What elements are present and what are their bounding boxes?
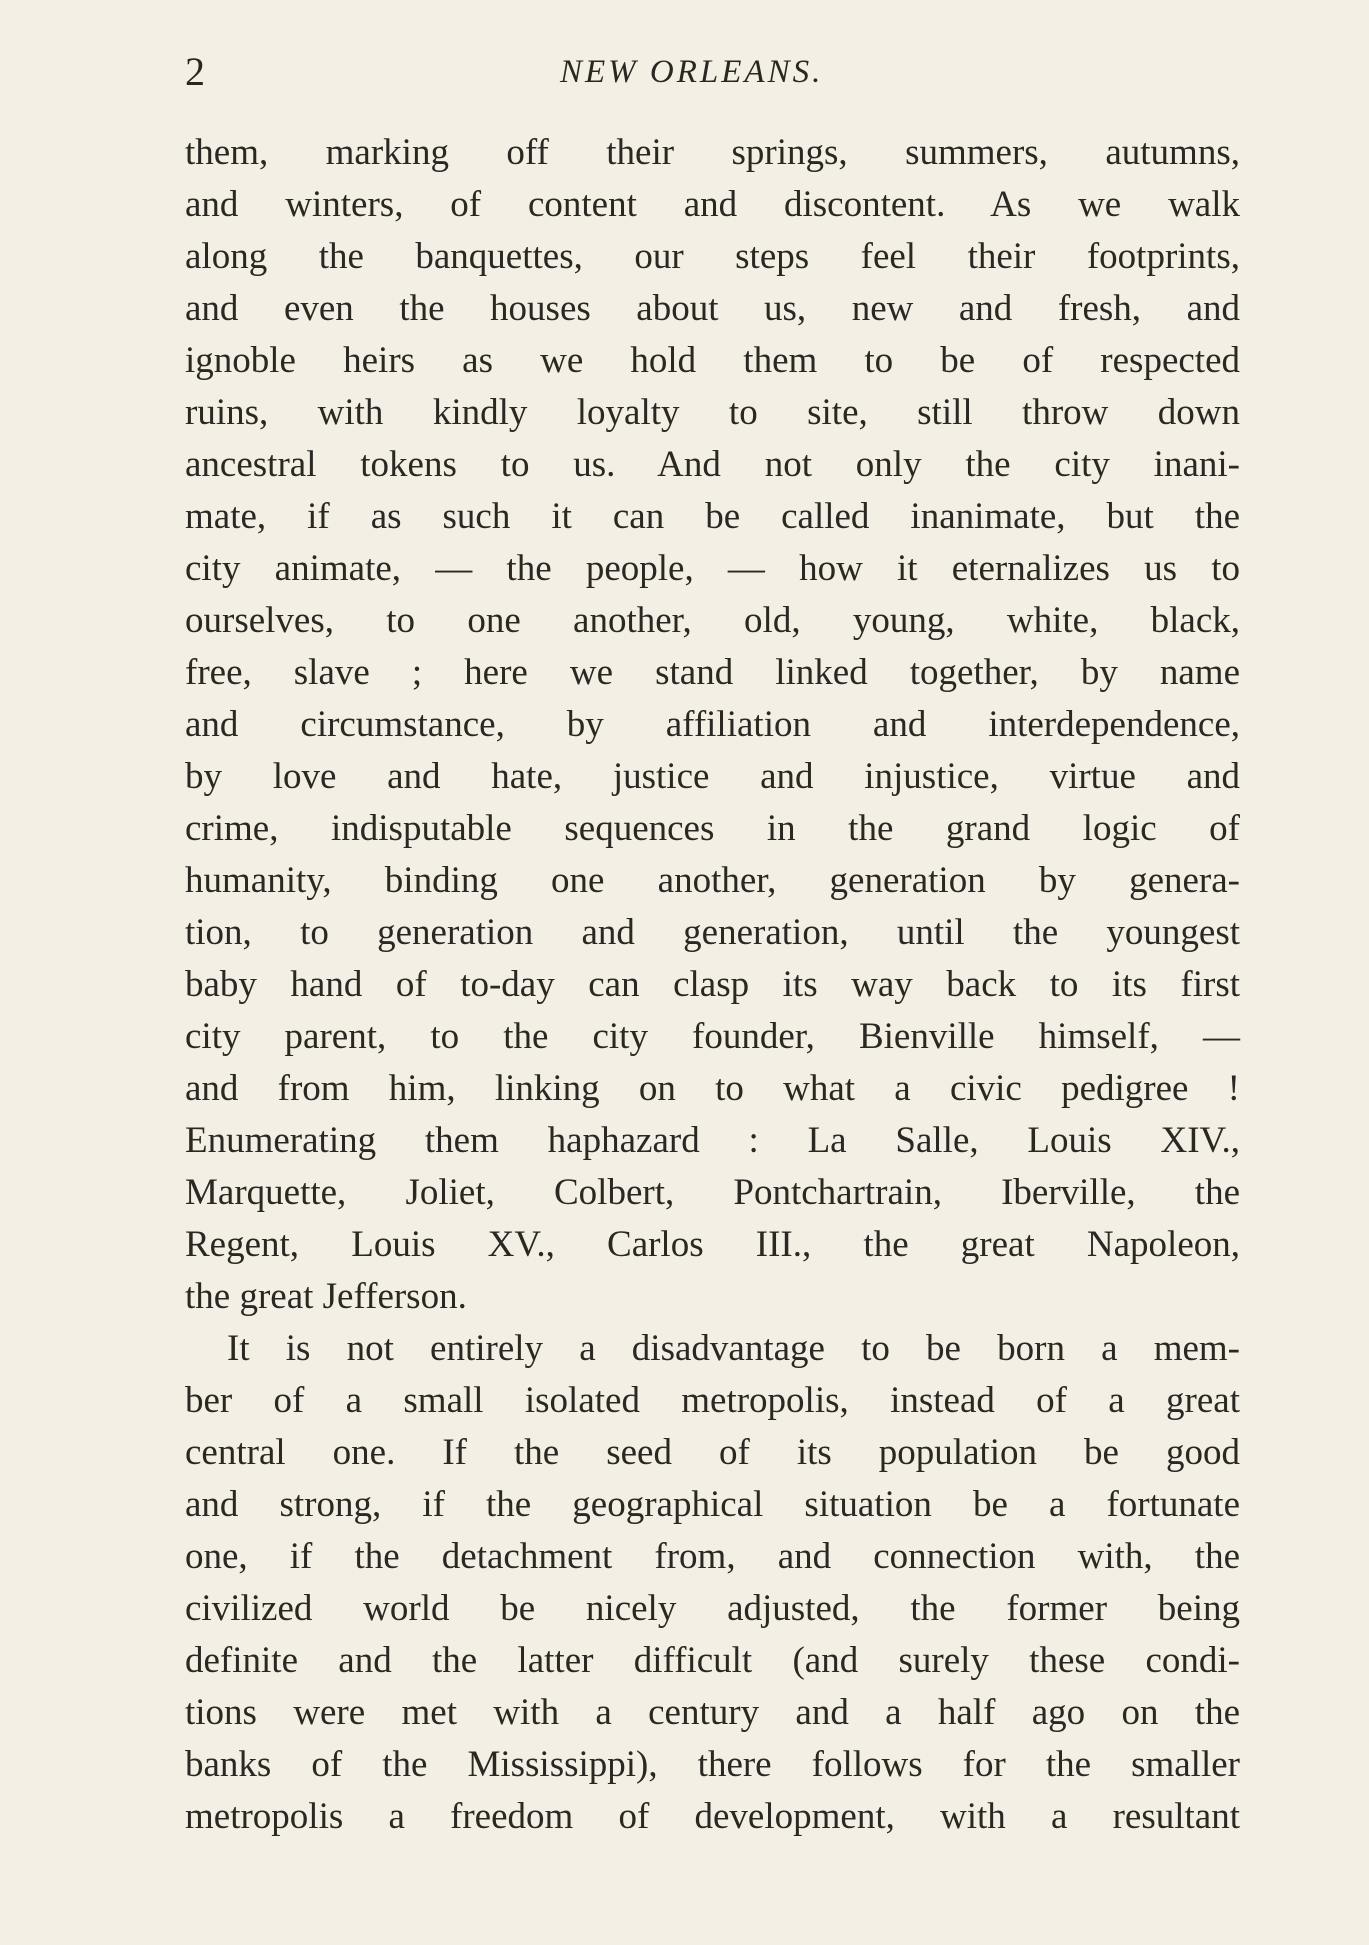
text-line: and from him, linking on to what a civic pedigree ! [185,1068,1240,1109]
text-line: city parent, to the city founder, Bienville himself, — [185,1016,1240,1057]
text-line: metropolis a freedom of development, with a resultant [185,1796,1240,1837]
running-head [185,42,1240,102]
text-line: and strong, if the geographical situation be a fortunate [185,1484,1240,1525]
text-line: crime, indisputable sequences in the grand logic of [185,808,1240,849]
text-line: central one. If the seed of its population be good [185,1432,1240,1473]
text-line: along the banquettes, our steps feel their footprints, [185,236,1240,277]
text-line: Enumerating them haphazard : La Salle, Louis XIV., [185,1120,1240,1161]
text-line: ourselves, to one another, old, young, white, black, [185,600,1240,641]
text-line: ruins, with kindly loyalty to site, still throw down [185,392,1240,433]
text-line: and even the houses about us, new and fresh, and [185,288,1240,329]
text-line: by love and hate, justice and injustice, virtue and [185,756,1240,797]
text-line: tion, to generation and generation, until the youngest [185,912,1240,953]
text-line: one, if the detachment from, and connection with, the [185,1536,1240,1577]
text-line: Regent, Louis XV., Carlos III., the great Napoleon, [185,1224,1240,1265]
text-line: tions were met with a century and a half ago on the [185,1692,1240,1733]
text-line: humanity, binding one another, generation by genera- [185,860,1240,901]
text-line: ignoble heirs as we hold them to be of respected [185,340,1240,381]
running-title: NEW ORLEANS. [560,54,824,90]
text-line: mate, if as such it can be called inanimate, but the [185,496,1240,537]
text-line: free, slave ; here we stand linked together, by name [185,652,1240,693]
paragraph-1 [185,127,1240,1323]
page-number: 2 [185,49,205,94]
text-line: and winters, of content and discontent. As we walk [185,184,1240,225]
text-line: banks of the Mississippi), there follows for the smaller [185,1744,1240,1785]
text-line: the great Jefferson. [185,1276,467,1317]
text-line: It is not entirely a disadvantage to be born a mem- [227,1328,1240,1369]
text-line: ber of a small isolated metropolis, instead of a great [185,1380,1240,1421]
text-line: them, marking off their springs, summers, autumns, [185,132,1240,173]
text-line: civilized world be nicely adjusted, the former being [185,1588,1240,1629]
text-line: ancestral tokens to us. And not only the city inani- [185,444,1240,485]
text-line: Marquette, Joliet, Colbert, Pontchartrain, Iberville, the [185,1172,1240,1213]
body-text [185,127,1240,1843]
paragraph-2 [185,1323,1240,1843]
text-line: city animate, — the people, — how it eternalizes us to [185,548,1240,589]
text-line: baby hand of to-day can clasp its way back to its first [185,964,1240,1005]
text-line: definite and the latter difficult (and surely these condi- [185,1640,1240,1681]
text-line: and circumstance, by affiliation and interdependence, [185,704,1240,745]
